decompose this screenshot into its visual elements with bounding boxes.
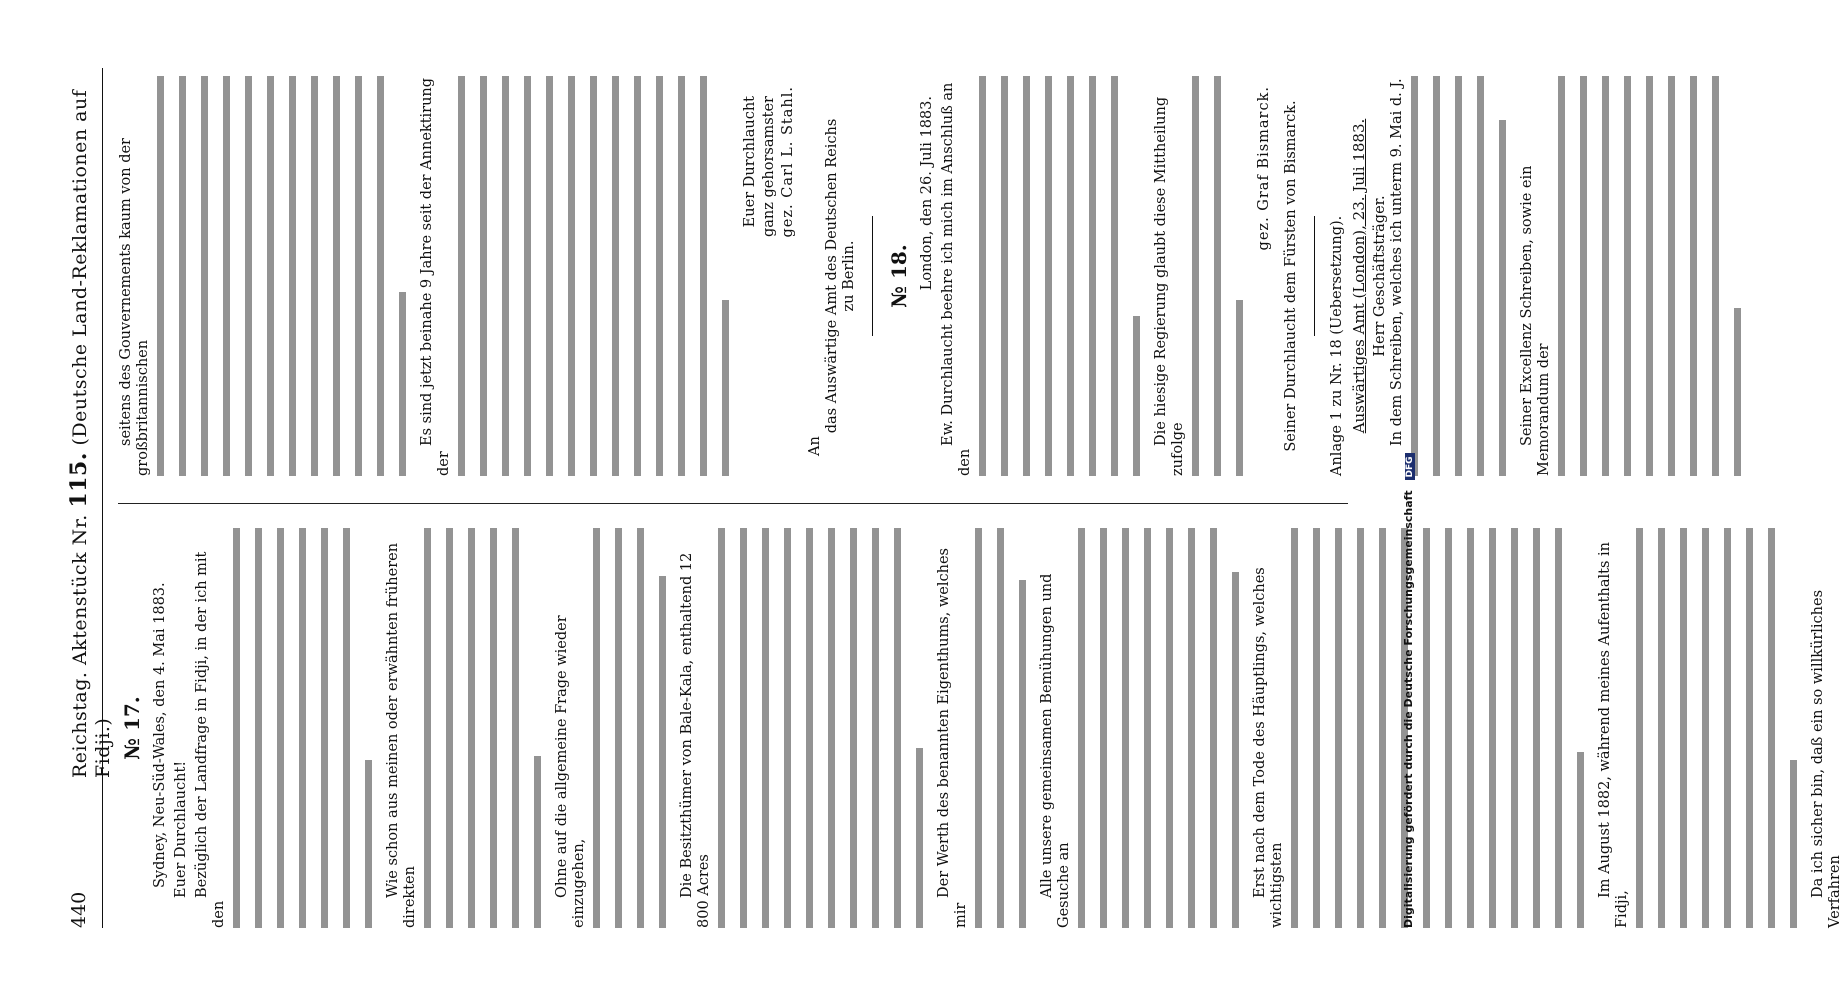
illegible-line: [277, 528, 294, 928]
illegible-line: [1411, 76, 1428, 476]
illegible-line: [1023, 76, 1040, 476]
paragraph-lead: Wie schon aus meinen oder erwähnten früheren direkten: [385, 542, 418, 928]
illegible-line: [179, 76, 196, 476]
illegible-line: [1100, 528, 1117, 928]
illegible-line: [1335, 528, 1352, 928]
paragraph: [1597, 528, 1807, 928]
illegible-line: [1724, 528, 1741, 928]
illegible-line: [659, 528, 676, 928]
illegible-line: [355, 76, 372, 476]
illegible-line: [975, 528, 992, 928]
paragraph-lead: Erst nach dem Tode des Häuptlings, welches wichtigsten: [1252, 567, 1285, 928]
issue-number: 115.: [66, 452, 92, 508]
illegible-line: [1214, 76, 1231, 476]
illegible-line: [468, 528, 485, 928]
illegible-line: [1668, 76, 1685, 476]
illegible-line: [718, 528, 735, 928]
illegible-line: [997, 528, 1014, 928]
illegible-line: [1577, 528, 1594, 928]
illegible-line: [321, 528, 338, 928]
illegible-line: [1580, 76, 1597, 476]
paragraph-lead: Seiner Excellenz Schreiben, sowie ein Memorandum der: [1519, 165, 1552, 476]
illegible-line: [1379, 528, 1396, 928]
illegible-line: [480, 76, 497, 476]
illegible-line: [1236, 76, 1253, 476]
illegible-line: [1712, 76, 1729, 476]
illegible-line: [223, 76, 240, 476]
digitization-credit: [1402, 453, 1415, 928]
illegible-line: [490, 528, 507, 928]
illegible-line: [157, 76, 174, 476]
illegible-line: [700, 76, 717, 476]
salutation: Euer Durchlaucht!: [173, 760, 189, 898]
paragraph-lead: In dem Schreiben, welches ich unterm 9. Mai d. J.: [1389, 78, 1405, 446]
illegible-line: [806, 528, 823, 928]
paragraph: [1519, 76, 1751, 476]
paragraph: [679, 528, 933, 928]
credit-text: Digitalisierung gefördert durch die Deutsche Forschungsgemeinschaft: [1402, 490, 1415, 928]
illegible-line: [446, 528, 463, 928]
paragraph: [554, 528, 676, 928]
title-text: Reichstag. Aktenstück Nr.: [69, 514, 91, 778]
signature: gez. Carl L. Stahl.: [780, 86, 796, 238]
illegible-line: [722, 76, 739, 476]
paragraph-lead: Es sind jetzt beinahe 9 Jahre seit der Annektirung der: [419, 77, 452, 476]
illegible-line: [894, 528, 911, 928]
illegible-line: [1291, 528, 1308, 928]
paragraph: [118, 76, 416, 476]
paragraph: [1252, 528, 1594, 928]
paragraph-lead: Bezüglich der Landfrage in Fidji, in der ich mit den: [194, 551, 227, 928]
illegible-line: [1078, 528, 1095, 928]
illegible-line: [740, 528, 757, 928]
illegible-line: [1089, 76, 1106, 476]
illegible-line: [1210, 528, 1227, 928]
illegible-line: [1019, 528, 1036, 928]
illegible-line: [1477, 76, 1494, 476]
illegible-line: [593, 528, 610, 928]
dateline-2: London, den 26. Juli 1883.: [919, 96, 935, 291]
illegible-line: [1001, 76, 1018, 476]
section-rule: [872, 216, 873, 336]
addressee-prefix: An: [807, 436, 823, 456]
illegible-line: [343, 528, 360, 928]
illegible-line: [1768, 528, 1785, 928]
illegible-line: [1658, 528, 1675, 928]
illegible-line: [1045, 76, 1062, 476]
illegible-line: [1313, 528, 1330, 928]
illegible-line: [233, 528, 250, 928]
illegible-line: [1690, 76, 1707, 476]
annex-salutation: Herr Geschäftsträger.: [1372, 195, 1388, 357]
paragraph-lead: Ohne auf die allgemeine Frage wieder einzugehen,: [554, 615, 587, 928]
illegible-line: [1423, 528, 1440, 928]
illegible-line: [534, 528, 551, 928]
illegible-line: [1555, 528, 1572, 928]
illegible-line: [289, 76, 306, 476]
paragraph-lead: Da ich sicher bin, daß ein so willkürliches Verfahren: [1810, 589, 1843, 928]
illegible-line: [1602, 76, 1619, 476]
illegible-line: [311, 76, 328, 476]
paragraph: [936, 528, 1036, 928]
paragraph-lead: Im August 1882, während meines Aufenthalts in Fidji,: [1597, 542, 1630, 928]
illegible-line: [1636, 528, 1653, 928]
addressee-city: zu Berlin.: [841, 240, 857, 312]
illegible-line: [1499, 76, 1516, 476]
illegible-line: [1734, 76, 1751, 476]
illegible-line: [1790, 528, 1807, 928]
illegible-line: [1680, 528, 1697, 928]
illegible-line: [637, 528, 654, 928]
paragraph-lead: Der Werth des benannten Eigenthums, welches mir: [936, 548, 969, 928]
illegible-line: [1624, 76, 1641, 476]
illegible-line: [828, 528, 845, 928]
illegible-line: [1122, 528, 1139, 928]
illegible-line: [333, 76, 350, 476]
closing-2: ganz gehorsamster: [761, 96, 777, 237]
illegible-line: [1433, 76, 1450, 476]
illegible-line: [1511, 528, 1528, 928]
paragraph: [1153, 76, 1253, 476]
illegible-line: [1445, 528, 1462, 928]
dateline: Sydney, Neu-Süd-Wales, den 4. Mai 1883.: [152, 582, 168, 888]
paragraph: [194, 528, 382, 928]
paragraph-lead: seitens des Gouvernements kaum von der großbritannischen: [118, 138, 151, 476]
paragraph-lead: Die hiesige Regierung glaubt diese Mittheilung zufolge: [1153, 96, 1186, 476]
paragraph: [940, 76, 1150, 476]
illegible-line: [1533, 528, 1550, 928]
illegible-line: [1646, 76, 1663, 476]
illegible-line: [979, 76, 996, 476]
illegible-line: [1357, 528, 1374, 928]
illegible-line: [1746, 528, 1763, 928]
title-subtitle: (Deutsche Land-Reklamationen auf Fidji.): [69, 89, 114, 778]
illegible-line: [762, 528, 779, 928]
illegible-line: [678, 76, 695, 476]
illegible-line: [615, 528, 632, 928]
illegible-line: [1702, 528, 1719, 928]
illegible-line: [1111, 76, 1128, 476]
paragraph-lead: Alle unsere gemeinsamen Bemühungen und Gesuche an: [1039, 573, 1072, 928]
illegible-line: [399, 76, 416, 476]
illegible-line: [1188, 528, 1205, 928]
annex-title: Anlage 1 zu Nr. 18 (Uebersetzung).: [1329, 215, 1345, 476]
illegible-line: [1467, 528, 1484, 928]
illegible-line: [201, 76, 218, 476]
illegible-line: [458, 76, 475, 476]
illegible-line: [872, 528, 889, 928]
illegible-line: [784, 528, 801, 928]
paragraph-lead: Die Besitzthümer von Bale-Kala, enthaltend 12 800 Acres: [679, 552, 712, 928]
paragraph: [1810, 528, 1844, 928]
page-number: 440: [68, 891, 90, 928]
paragraph: [1389, 76, 1516, 476]
illegible-line: [512, 528, 529, 928]
illegible-line: [1455, 76, 1472, 476]
column-divider: [118, 503, 1348, 504]
recipient: Seiner Durchlaucht dem Fürsten von Bismarck.: [1283, 100, 1299, 452]
paragraph: [419, 76, 739, 476]
document-number-2: № 18.: [887, 244, 911, 308]
illegible-line: [1133, 76, 1150, 476]
running-title: [66, 68, 114, 778]
paragraph-lead: Ew. Durchlaucht beehre ich mich im Anschluß an den: [940, 82, 973, 476]
closing: Euer Durchlaucht: [742, 96, 758, 228]
illegible-line: [1558, 76, 1575, 476]
illegible-line: [590, 76, 607, 476]
illegible-line: [1067, 76, 1084, 476]
illegible-line: [377, 76, 394, 476]
illegible-line: [365, 528, 382, 928]
addressee: das Auswärtige Amt des Deutschen Reichs: [824, 118, 840, 434]
illegible-line: [612, 76, 629, 476]
illegible-line: [1232, 528, 1249, 928]
illegible-line: [255, 528, 272, 928]
dfg-logo: DFG: [1405, 453, 1415, 480]
illegible-line: [916, 528, 933, 928]
paragraph: [1039, 528, 1249, 928]
illegible-line: [634, 76, 651, 476]
illegible-line: [299, 528, 316, 928]
illegible-line: [502, 76, 519, 476]
illegible-line: [850, 528, 867, 928]
illegible-line: [1192, 76, 1209, 476]
illegible-line: [546, 76, 563, 476]
illegible-line: [568, 76, 585, 476]
illegible-line: [524, 76, 541, 476]
illegible-line: [267, 76, 284, 476]
paragraph: [385, 528, 551, 928]
left-paragraphs: [194, 528, 1844, 928]
illegible-line: [1489, 528, 1506, 928]
signature-2: gez. Graf Bismarck.: [1256, 86, 1272, 251]
page-header: [58, 68, 114, 928]
illegible-line: [1166, 528, 1183, 928]
document-number: № 17.: [120, 696, 144, 760]
annex-sender: Auswärtiges Amt (London), 23. Juli 1883.: [1350, 118, 1368, 434]
illegible-line: [245, 76, 262, 476]
illegible-line: [656, 76, 673, 476]
illegible-line: [1144, 528, 1161, 928]
illegible-line: [424, 528, 441, 928]
section-rule: [1314, 216, 1315, 336]
